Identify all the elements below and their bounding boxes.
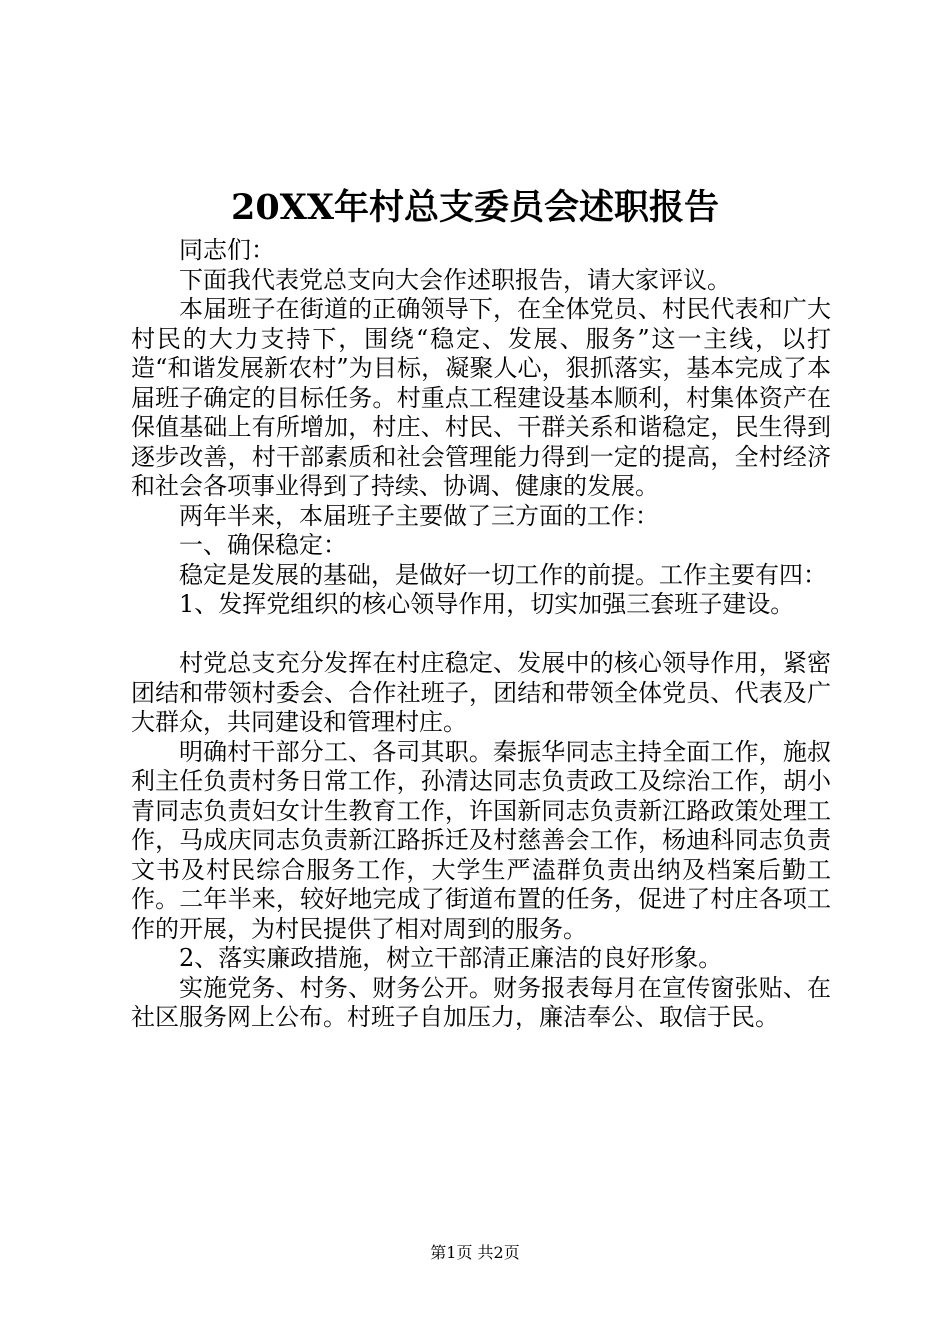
document-title: 20XX年村总支委员会述职报告 [230, 187, 720, 228]
paragraph-spacer [131, 620, 831, 650]
body-paragraph: 下面我代表党总支向大会作述职报告，请大家评议。 [179, 265, 731, 294]
body-paragraph: 村党总支充分发挥在村庄稳定、发展中的核心领导作用，紧密团结和带领村委会、合作社班子，团结和带领全体党员、代表及广大群众，共同建设和管理村庄。 [131, 649, 831, 736]
body-paragraph: 本届班子在街道的正确领导下，在全体党员、村民代表和广大村民的大力支持下，围绕“稳定、发展、服务”这一主线，以打造“和谐发展新农村”为目标，凝聚人心，狠抓落实，基本完成了本届班子确定的目标任务。村重点工程建设基本顺利，村集体资产在保值基础上有所增加，村庄、村民、干群关系和谐稳定，民生得到逐步改善，村干部素质和社会管理能力得到一定的提高，全村经济和社会各项事业得到了持续、协调、健康的发展。 [131, 295, 831, 500]
body-paragraph: 实施党务、村务、财务公开。财务报表每月在宣传窗张贴、在社区服务网上公布。村班子自加压力，廉洁奉公、取信于民。 [131, 973, 831, 1031]
body-paragraph: 稳定是发展的基础，是做好一切工作的前提。工作主要有四： [179, 560, 827, 589]
document-body [131, 236, 831, 1033]
subsection-heading: 2、落实廉政措施，树立干部清正廉洁的良好形象。 [179, 944, 723, 972]
body-paragraph: 两年半来，本届班子主要做了三方面的工作： [179, 501, 659, 530]
salutation: 同志们： [179, 236, 275, 264]
body-paragraph: 明确村干部分工、各司其职。秦振华同志主持全面工作，施叔利主任负责村务日常工作，孙清达同志负责政工及综治工作，胡小青同志负责妇女计生教育工作，许国新同志负责新江路政策处理工作，马成庆同志负责新江路拆迁及村慈善会工作，杨迪科同志负责文书及村民综合服务工作，大学生严溘群负责出纳及档案后勤工作。二年半来，较好地完成了街道布置的任务，促进了村庄各项工作的开展，为村民提供了相对周到的服务。 [131, 737, 831, 943]
section-heading: 一、确保稳定： [179, 531, 347, 559]
subsection-heading: 1、发挥党组织的核心领导作用，切实加强三套班子建设。 [179, 590, 795, 618]
page-footer: 第1页 共2页 [430, 1243, 520, 1262]
